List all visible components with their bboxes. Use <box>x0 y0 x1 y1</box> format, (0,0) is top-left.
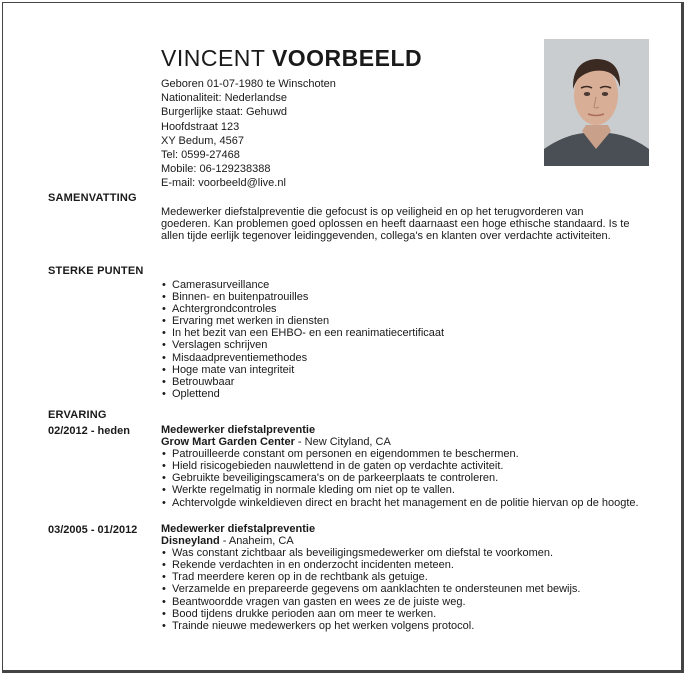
list-item: • Betrouwbaar <box>161 376 641 388</box>
candidate-name <box>161 43 531 73</box>
experience-heading: ERVARING <box>48 409 107 421</box>
list-item: • Binnen- en buitenpatrouilles <box>161 291 641 303</box>
email[interactable]: E-mail: voorbeeld@live.nl <box>161 177 286 190</box>
summary-text: Medewerker diefstalpreventie die gefocust is op veiligheid en op het terugvorderen van goederen. Kan problemen goed oplossen en heeft daarnaast een hoge ethische standaard. Is te allen tijde eerlijk tegenover leidinggevenden, collega's en klanten over verdachte activiteiten. <box>161 206 630 243</box>
postal-city: XY Bedum, 4567 <box>161 134 244 147</box>
list-item: • Achtergrondcontroles <box>161 303 641 315</box>
last-name: VOORBEELD <box>271 45 423 71</box>
phone: Tel: 0599-27468 <box>161 149 240 162</box>
nationality: Nationaliteit: Nederlandse <box>161 92 287 105</box>
job-entry <box>161 424 645 509</box>
contact-details <box>161 77 531 191</box>
list-item: • Beantwoordde vragen van gasten en wees ze de juiste weg. <box>161 596 645 608</box>
first-name: VINCENT <box>161 45 266 71</box>
list-item: • Rekende verdachten in en onderzocht incidenten meteen. <box>161 559 645 571</box>
portrait-illustration <box>544 39 649 166</box>
strengths-list <box>161 279 641 400</box>
job-title: Medewerker diefstalpreventie <box>161 523 316 535</box>
job-dates: 03/2005 - 01/2012 <box>48 524 138 536</box>
company-name: Grow Mart Garden Center <box>161 436 295 449</box>
list-item: • Oplettend <box>161 388 641 400</box>
street-address: Hoofdstraat 123 <box>161 120 240 133</box>
list-item: • Was constant zichtbaar als beveiligingsmedewerker om diefstal te voorkomen. <box>161 547 645 559</box>
job-duties <box>161 547 645 632</box>
strengths-list-container <box>161 279 641 400</box>
list-item: • In het bezit van een EHBO- en een reanimatiecertificaat <box>161 327 641 339</box>
mobile: Mobile: 06-129238388 <box>161 163 271 176</box>
birth-info: Geboren 01-07-1980 te Winschoten <box>161 78 336 90</box>
profile-photo <box>544 39 649 166</box>
summary-heading: SAMENVATTING <box>48 192 137 204</box>
list-item: • Gebruikte beveiligingscamera's on de parkeerplaats te controleren. <box>161 472 645 484</box>
marital-status: Burgerlijke staat: Gehuwd <box>161 106 287 119</box>
job-title: Medewerker diefstalpreventie <box>161 424 316 436</box>
list-item: • Werkte regelmatig in normale kleding om niet op te vallen. <box>161 484 645 496</box>
list-item: • Hield risicogebieden nauwlettend in de gaten op verdachte activiteit. <box>161 460 645 472</box>
list-item: • Hoge mate van integriteit <box>161 364 641 376</box>
list-item: • Ervaring met werken in diensten <box>161 315 641 327</box>
resume-page <box>2 2 684 673</box>
list-item: • Patrouilleerde constant om personen en eigendommen te beschermen. <box>161 448 645 460</box>
list-item: • Trainde nieuwe medewerkers op het werken volgens protocol. <box>161 620 645 632</box>
job-company-line <box>161 436 645 448</box>
list-item: • Trad meerdere keren op in de rechtbank als getuige. <box>161 571 645 583</box>
list-item: • Bood tijdens drukke perioden aan om meer te werken. <box>161 608 645 620</box>
job-dates: 02/2012 - heden <box>48 425 130 437</box>
job-entry <box>161 523 645 632</box>
job-company-line <box>161 535 645 547</box>
job-duties <box>161 448 645 508</box>
company-location: - Anaheim, CA <box>219 535 294 548</box>
company-location: - New Cityland, CA <box>294 436 391 449</box>
list-item: • Camerasurveillance <box>161 279 641 291</box>
list-item: • Verslagen schrijven <box>161 339 641 351</box>
list-item: • Verzamelde en prepareerde gegevens om aanklachten te ondersteunen met bewijs. <box>161 583 645 595</box>
list-item: • Misdaadpreventiemethodes <box>161 352 641 364</box>
list-item: • Achtervolgde winkeldieven direct en bracht het management en de politie hiervan op de hoogte. <box>161 497 645 509</box>
resume-header <box>161 43 531 191</box>
company-name: Disneyland <box>161 535 220 548</box>
strengths-heading: STERKE PUNTEN <box>48 265 144 277</box>
